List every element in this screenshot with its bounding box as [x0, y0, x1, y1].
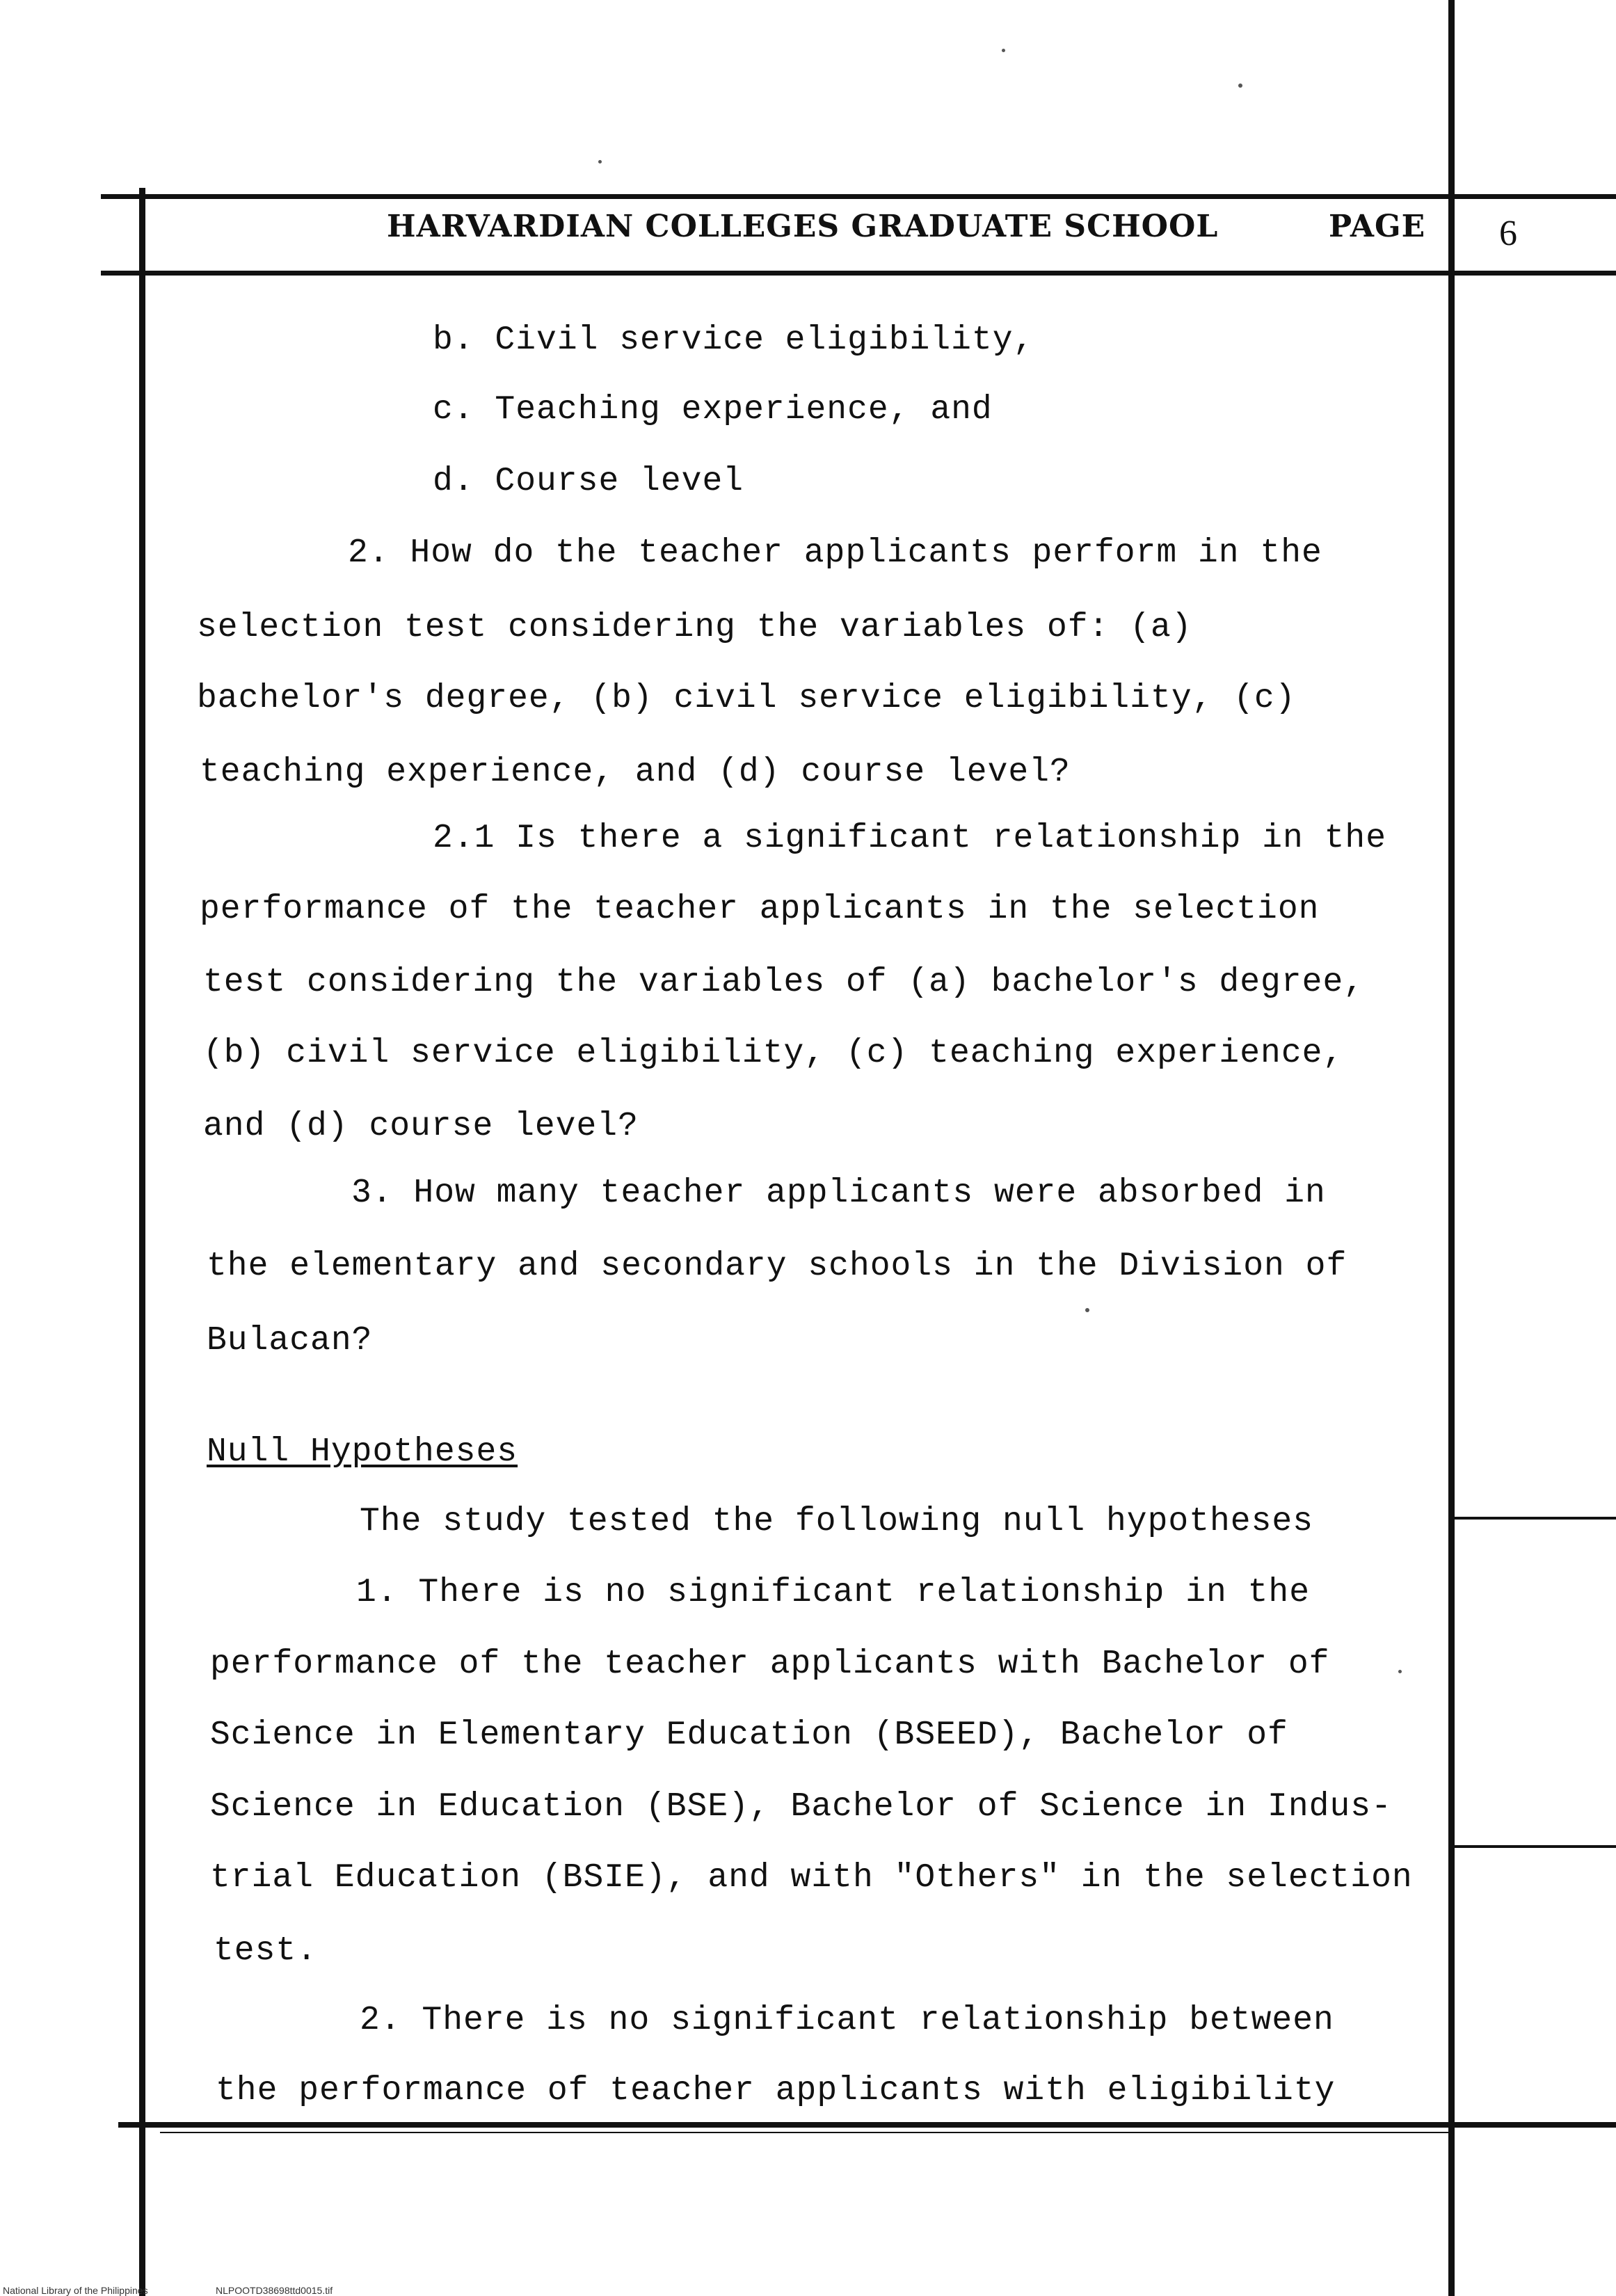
scan-speck [1002, 49, 1005, 52]
page-label: PAGE [1329, 209, 1426, 244]
list-item-b: b. Civil service eligibility, [433, 321, 1034, 359]
right-margin-tick-1 [1455, 1517, 1616, 1520]
footer-rule-thin [160, 2132, 1454, 2133]
left-margin-rule [139, 188, 145, 2296]
question-2-1-line-3: test considering the variables of (a) bachelor's degree, [203, 964, 1365, 1001]
hypothesis-1-line-1: 1. There is no significant relationship in the [356, 1574, 1311, 1611]
header-bottom-rule [101, 271, 1616, 276]
question-2-1-line-1: 2.1 Is there a significant relationship in the [433, 820, 1387, 857]
question-2-line-1: 2. How do the teacher applicants perform in the [348, 534, 1322, 572]
scan-speck [1238, 83, 1242, 88]
list-item-c: c. Teaching experience, and [433, 391, 993, 429]
school-name-heading: HARVARDIAN COLLEGES GRADUATE SCHOOL [387, 209, 1219, 244]
file-id: NLPOOTD38698ttd0015.tif [216, 2285, 333, 2296]
question-3-line-3: Bulacan? [207, 1322, 373, 1360]
right-margin-tick-2 [1455, 1845, 1616, 1848]
header-top-rule [101, 194, 1616, 199]
question-2-line-2: selection test considering the variables of: (a) [197, 609, 1192, 646]
question-3-line-1: 3. How many teacher applicants were absorbed in [351, 1174, 1326, 1212]
question-2-line-4: teaching experience, and (d) course level? [200, 754, 1071, 791]
hypothesis-1-line-4: Science in Education (BSE), Bachelor of Science in Indus- [210, 1788, 1392, 1826]
hypothesis-2-line-2: the performance of teacher applicants with eligibility [216, 2072, 1336, 2110]
page-number: 6 [1499, 214, 1517, 253]
question-2-1-line-5: and (d) course level? [203, 1108, 639, 1145]
right-margin-rule [1448, 0, 1455, 2296]
library-credit: National Library of the Philippines [3, 2285, 148, 2296]
hypothesis-1-line-3: Science in Elementary Education (BSEED), Bachelor of [210, 1716, 1288, 1754]
hypothesis-1-line-5: trial Education (BSIE), and with "Others" in the selection [210, 1859, 1413, 1897]
scan-speck [1085, 1308, 1089, 1312]
question-2-1-line-4: (b) civil service eligibility, (c) teaching experience, [203, 1035, 1344, 1072]
question-3-line-2: the elementary and secondary schools in the Division of [207, 1247, 1347, 1285]
scan-speck [598, 160, 602, 164]
null-hypotheses-heading: Null Hypotheses [207, 1433, 518, 1471]
hypothesis-1-line-6: test. [214, 1932, 318, 1970]
question-2-line-3: bachelor's degree, (b) civil service eligibility, (c) [197, 680, 1296, 717]
hypothesis-2-line-1: 2. There is no significant relationship between [360, 2002, 1334, 2039]
question-2-1-line-2: performance of the teacher applicants in the selection [200, 891, 1320, 928]
hypothesis-1-line-2: performance of the teacher applicants with Bachelor of [210, 1645, 1330, 1683]
scan-speck [1398, 1670, 1402, 1673]
list-item-d: d. Course level [433, 463, 744, 500]
footer-rule [118, 2122, 1616, 2128]
null-hypotheses-intro: The study tested the following null hypotheses [360, 1503, 1314, 1540]
